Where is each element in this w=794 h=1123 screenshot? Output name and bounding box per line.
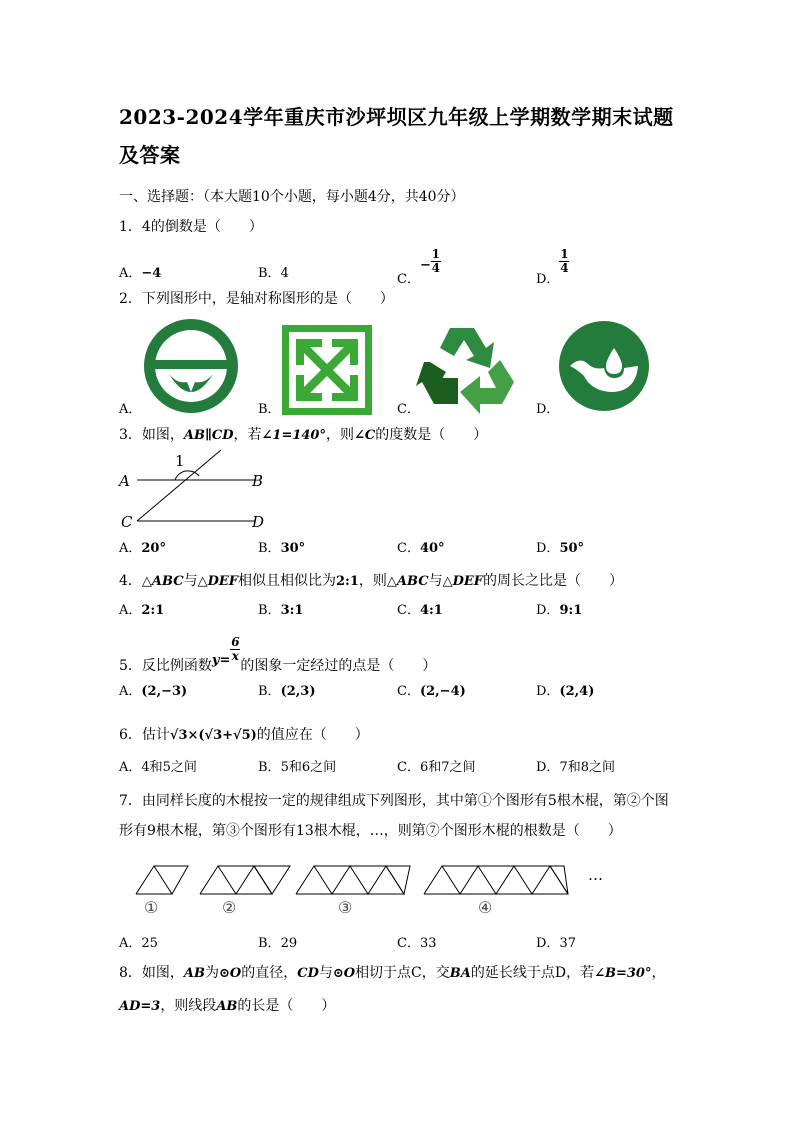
- q7-option-d: D．37: [536, 936, 576, 951]
- q4-stem: 4．△ABC与△DEF相似且相似比为2:1，则△ABC与△DEF的周长之比是（ ）: [119, 573, 623, 589]
- q7-label-2: ②: [222, 898, 237, 917]
- q4-option-a: A．2:1: [119, 603, 165, 618]
- q4-option-b: B．3:1: [258, 603, 304, 618]
- q5-option-a: A．(2,−3): [119, 684, 188, 699]
- q6-option-a: A．4和5之间: [119, 760, 197, 775]
- q6-stem: 6．估计√3×(√3+√5)的值应在（ ）: [119, 727, 369, 743]
- q1-option-d: D． $\frac{1}{4}$: [536, 247, 569, 287]
- q3-figure-parallel-lines: [115, 448, 275, 530]
- q3-point-a: A: [119, 472, 130, 490]
- page-title: 2023-2024学年重庆市沙坪坝区九年级上学期数学期末试题及答案: [119, 105, 674, 167]
- q4-option-d: D．9:1: [536, 603, 583, 618]
- recycling-cross-icon: [282, 325, 372, 415]
- recycle-arrows-icon: [420, 320, 516, 412]
- q2-option-b: B．: [258, 402, 281, 417]
- q3-angle-label: 1: [175, 452, 185, 470]
- q1-option-a: A．−4: [119, 266, 162, 281]
- q7-ellipsis: …: [588, 866, 603, 884]
- q3-option-d: D．50°: [536, 541, 585, 556]
- q7-stem-line1: 7．由同样长度的木棍按一定的规律组成下列图形，其中第①个图形有5根木棍，第②个图: [119, 793, 669, 809]
- q3-point-b: B: [252, 472, 264, 490]
- q7-option-c: C．33: [397, 936, 437, 951]
- q3-option-a: A．20°: [119, 541, 166, 556]
- q1-option-b: B．4: [258, 266, 289, 281]
- q4-option-c: C．4:1: [397, 603, 443, 618]
- q2-option-c: C．: [397, 402, 420, 417]
- q6-option-c: C．6和7之间: [397, 760, 476, 775]
- q7-label-1: ①: [144, 898, 159, 917]
- q8-stem-line2: AD=3，则线段AB的长是（ ）: [119, 998, 336, 1014]
- green-food-logo-icon: [143, 318, 239, 414]
- q1-stem: 1．4的倒数是（ ）: [119, 219, 263, 235]
- q3-option-b: B．30°: [258, 541, 306, 556]
- q3-stem: 3．如图，AB∥CD，若∠1=140°，则∠C的度数是（ ）: [119, 427, 488, 443]
- q5-stem: 5．反比例函数y= $\frac{6}{x}$ 的图象一定经过的点是（ ）: [119, 635, 437, 674]
- q7-option-b: B．29: [258, 936, 298, 951]
- q3-point-c: C: [121, 513, 133, 531]
- q2-option-d: D．: [536, 402, 560, 417]
- q7-label-4: ④: [478, 898, 493, 917]
- q6-option-b: B．5和6之间: [258, 760, 337, 775]
- q7-option-a: A．25: [119, 936, 158, 951]
- q3-point-d: D: [252, 513, 265, 531]
- q2-stem: 2．下列图形中，是轴对称图形的是（ ）: [119, 291, 394, 307]
- q1-option-c: C．− $\frac{1}{4}$: [397, 247, 441, 287]
- q6-option-d: D．7和8之间: [536, 760, 615, 775]
- q5-option-c: C．(2,−4): [397, 684, 466, 699]
- q7-label-3: ③: [338, 898, 353, 917]
- q5-option-d: D．(2,4): [536, 684, 595, 699]
- water-drop-logo-icon: [558, 320, 650, 412]
- q2-option-a: A．: [119, 402, 142, 417]
- q7-stick-figures: [130, 862, 630, 902]
- q3-option-c: C．40°: [397, 541, 445, 556]
- q7-stem-line2: 形有9根木棍，第③个图形有13根木棍，…，则第⑦个图形木棍的根数是（ ）: [119, 823, 622, 839]
- q5-option-b: B．(2,3): [258, 684, 316, 699]
- q8-stem-line1: 8．如图，AB为⊙O的直径，CD与⊙O相切于点C，交BA的延长线于点D，若∠B=30°，: [119, 965, 666, 981]
- section-header: 一、选择题：（本大题10个小题，每小题4分，共40分）: [119, 189, 465, 205]
